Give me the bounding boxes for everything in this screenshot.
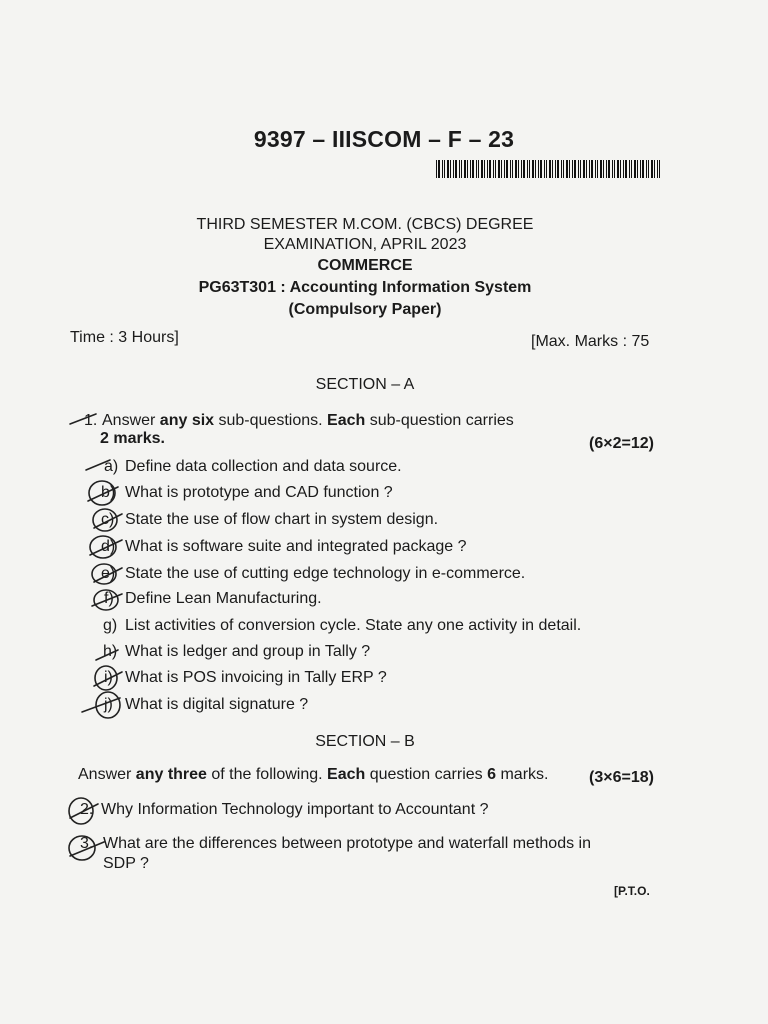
tick-mark: [70, 804, 98, 818]
circle-mark: [89, 481, 115, 505]
circle-mark: [69, 798, 93, 824]
item-h-label: h): [103, 643, 118, 660]
question-3-text: What are the differences between prototype and waterfall methods in: [103, 835, 591, 852]
item-h-text: What is ledger and group in Tally ?: [125, 643, 371, 660]
question-3-number: 3.: [80, 835, 94, 852]
item-i-label: i): [104, 669, 113, 686]
circle-mark: [93, 509, 117, 531]
item-e-text: State the use of cutting edge technology in e-commerce.: [125, 565, 526, 582]
tick-mark: [86, 460, 110, 470]
item-j-text: What is digital signature ?: [125, 696, 309, 713]
circle-mark: [90, 536, 116, 558]
item-d-text: What is software suite and integrated package ?: [125, 538, 467, 555]
question-3-text-line2: SDP ?: [103, 855, 149, 872]
tick-mark: [90, 540, 122, 555]
header-subject: COMMERCE: [317, 257, 413, 274]
item-i-text: What is POS invoicing in Tally ERP ?: [125, 669, 387, 686]
item-a-label: a): [104, 458, 119, 475]
header-course: PG63T301 : Accounting Information System: [198, 279, 532, 296]
item-c-text: State the use of flow chart in system design.: [125, 511, 439, 528]
section-a-instruction: Answer any six sub-questions. Each sub-question carries: [102, 412, 514, 429]
item-b-label: b): [101, 484, 116, 501]
tick-mark: [70, 842, 104, 856]
section-b-marks: (3×6=18): [589, 769, 654, 786]
header-paper-type: (Compulsory Paper): [288, 301, 442, 318]
item-a-text: Define data collection and data source.: [125, 458, 402, 475]
item-d-label: d): [101, 538, 116, 555]
question-1-number: 1.: [84, 412, 98, 429]
max-marks-label: [Max. Marks : 75: [531, 333, 650, 350]
item-f-label: f): [104, 590, 114, 607]
section-a-marks: (6×2=12): [589, 435, 654, 452]
paper-code: 9397 – IIISCOM – F – 23: [253, 126, 515, 152]
question-2-text: Why Information Technology important to Accountant ?: [101, 801, 489, 818]
section-a-instruction-line2: 2 marks.: [100, 430, 165, 447]
tick-mark: [94, 568, 122, 582]
item-g-text: List activities of conversion cycle. State any one activity in detail.: [125, 617, 582, 634]
section-b-title: SECTION – B: [315, 733, 415, 750]
item-j-label: j): [104, 696, 113, 713]
circle-mark: [95, 666, 117, 690]
item-f-text: Define Lean Manufacturing.: [125, 590, 322, 607]
header-line-2: EXAMINATION, APRIL 2023: [263, 236, 467, 253]
tick-mark: [70, 414, 96, 424]
question-2-number: 2.: [80, 801, 94, 818]
section-b-instruction: Answer any three of the following. Each question carries 6 marks.: [78, 766, 549, 783]
item-g-label: g): [103, 617, 118, 634]
tick-mark: [94, 672, 122, 686]
item-b-text: What is prototype and CAD function ?: [125, 484, 393, 501]
pto-label: [P.T.O.: [614, 884, 650, 898]
tick-mark: [94, 514, 122, 528]
item-e-label: e): [101, 565, 116, 582]
header-line-1: THIRD SEMESTER M.COM. (CBCS) DEGREE: [196, 216, 534, 233]
time-label: Time : 3 Hours]: [70, 329, 179, 346]
item-c-label: c): [101, 511, 115, 528]
section-a-title: SECTION – A: [315, 376, 415, 393]
tick-mark: [96, 650, 118, 660]
tick-mark: [82, 698, 120, 712]
